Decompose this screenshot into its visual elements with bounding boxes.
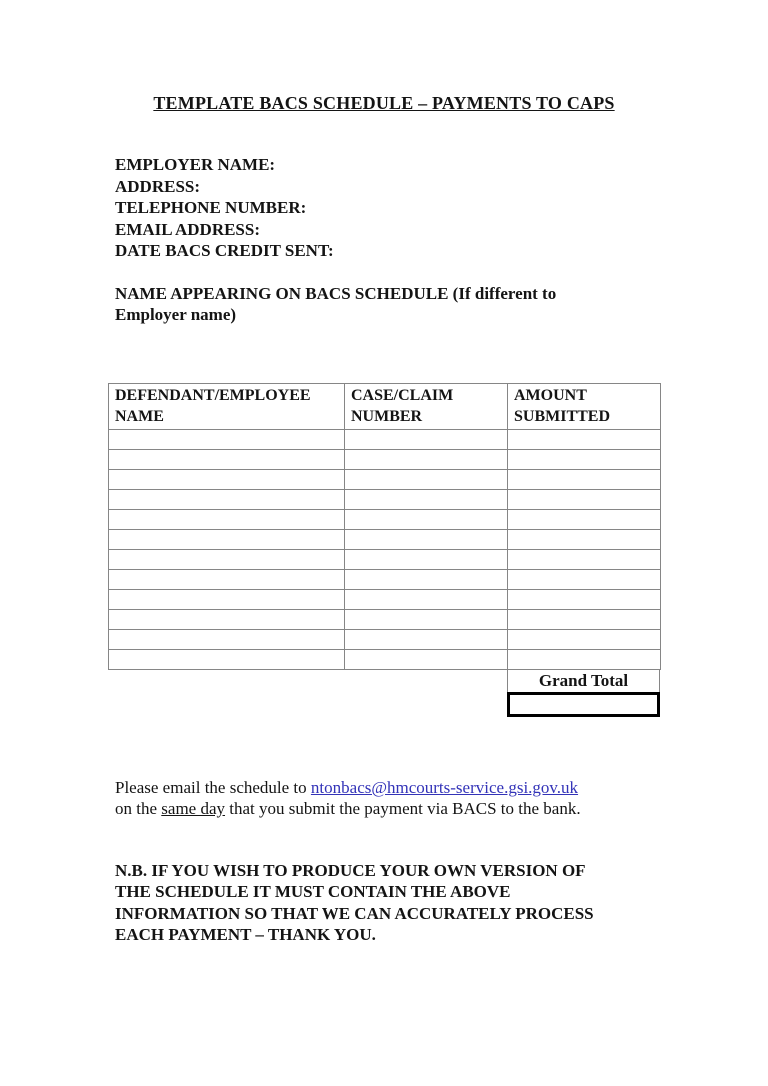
header-defendant-employee-name: DEFENDANT/EMPLOYEE NAME	[109, 383, 345, 429]
table-cell-empty	[109, 649, 345, 669]
nb-notice-line-4: EACH PAYMENT – THANK YOU.	[115, 925, 376, 944]
table-cell-empty	[508, 429, 661, 449]
table-row	[109, 469, 661, 489]
table-cell-empty	[109, 429, 345, 449]
email-link[interactable]: ntonbacs@hmcourts-service.gsi.gov.uk	[310, 777, 579, 797]
email-instruction-line-2	[115, 798, 660, 820]
table-cell-empty	[345, 449, 508, 469]
email-instruction-line-1	[115, 777, 660, 799]
employer-name-label: EMPLOYER NAME:	[115, 155, 276, 174]
grand-total-box	[507, 692, 660, 717]
table-cell-empty	[345, 469, 508, 489]
same-day-underlined-text: same day	[161, 799, 226, 818]
table-cell-empty	[109, 509, 345, 529]
table-row	[109, 509, 661, 529]
grand-total-section	[507, 670, 660, 717]
email-instruction-line2-suffix: that you submit the payment via BACS to the bank.	[225, 799, 581, 818]
table-cell-empty	[345, 429, 508, 449]
nb-notice	[108, 860, 660, 946]
table-cell-empty	[508, 489, 661, 509]
table-cell-empty	[109, 489, 345, 509]
schedule-table-body	[109, 429, 661, 669]
telephone-number-label: TELEPHONE NUMBER:	[115, 198, 307, 217]
table-cell-empty	[508, 549, 661, 569]
table-row	[109, 529, 661, 549]
table-cell-empty	[508, 649, 661, 669]
header-case-claim-number: CASE/CLAIM NUMBER	[345, 383, 508, 429]
table-row	[109, 649, 661, 669]
table-cell-empty	[109, 549, 345, 569]
document-title: TEMPLATE BACS SCHEDULE – PAYMENTS TO CAPS	[153, 93, 615, 113]
table-row	[109, 609, 661, 629]
name-appearing-line-1: NAME APPEARING ON BACS SCHEDULE (If different to	[115, 283, 557, 303]
nb-notice-line-1: N.B. IF YOU WISH TO PRODUCE YOUR OWN VERSION OF	[115, 860, 586, 880]
nb-notice-line-2: THE SCHEDULE IT MUST CONTAIN THE ABOVE	[115, 882, 511, 901]
table-row	[109, 629, 661, 649]
table-row	[109, 589, 661, 609]
table-cell-empty	[109, 529, 345, 549]
table-cell-empty	[508, 529, 661, 549]
table-cell-empty	[345, 609, 508, 629]
grand-total-label: Grand Total	[507, 670, 660, 692]
table-cell-empty	[109, 569, 345, 589]
table-cell-empty	[508, 469, 661, 489]
table-row	[109, 489, 661, 509]
table-row	[109, 449, 661, 469]
table-row	[109, 549, 661, 569]
header-amount-submitted: AMOUNT SUBMITTED	[508, 383, 661, 429]
email-address-label: EMAIL ADDRESS:	[115, 219, 261, 239]
document-content	[108, 93, 660, 946]
nb-notice-line-3: INFORMATION SO THAT WE CAN ACCURATELY PROCESS	[115, 903, 594, 923]
table-cell-empty	[109, 449, 345, 469]
table-cell-empty	[345, 649, 508, 669]
table-cell-empty	[345, 549, 508, 569]
table-row	[109, 429, 661, 449]
table-cell-empty	[109, 589, 345, 609]
table-cell-empty	[345, 629, 508, 649]
table-cell-empty	[508, 609, 661, 629]
name-appearing-section	[108, 283, 660, 326]
table-cell-empty	[508, 509, 661, 529]
table-cell-empty	[508, 589, 661, 609]
email-instruction-prefix: Please email the schedule to	[115, 777, 311, 797]
table-cell-empty	[345, 489, 508, 509]
table-cell-empty	[345, 509, 508, 529]
email-instruction	[108, 777, 660, 820]
table-header-row	[109, 383, 661, 429]
table-cell-empty	[345, 569, 508, 589]
employer-details-section	[108, 154, 660, 262]
table-cell-empty	[345, 529, 508, 549]
table-cell-empty	[109, 629, 345, 649]
table-cell-empty	[109, 609, 345, 629]
table-cell-empty	[508, 449, 661, 469]
date-bacs-credit-sent-label: DATE BACS CREDIT SENT:	[115, 241, 334, 260]
table-cell-empty	[345, 589, 508, 609]
table-row	[109, 569, 661, 589]
name-appearing-line-2: Employer name)	[115, 305, 237, 324]
table-cell-empty	[508, 569, 661, 589]
table-cell-empty	[109, 469, 345, 489]
table-cell-empty	[508, 629, 661, 649]
address-label: ADDRESS:	[115, 176, 201, 196]
bacs-schedule-table	[108, 383, 661, 670]
email-instruction-line2-prefix: on the	[115, 799, 162, 818]
